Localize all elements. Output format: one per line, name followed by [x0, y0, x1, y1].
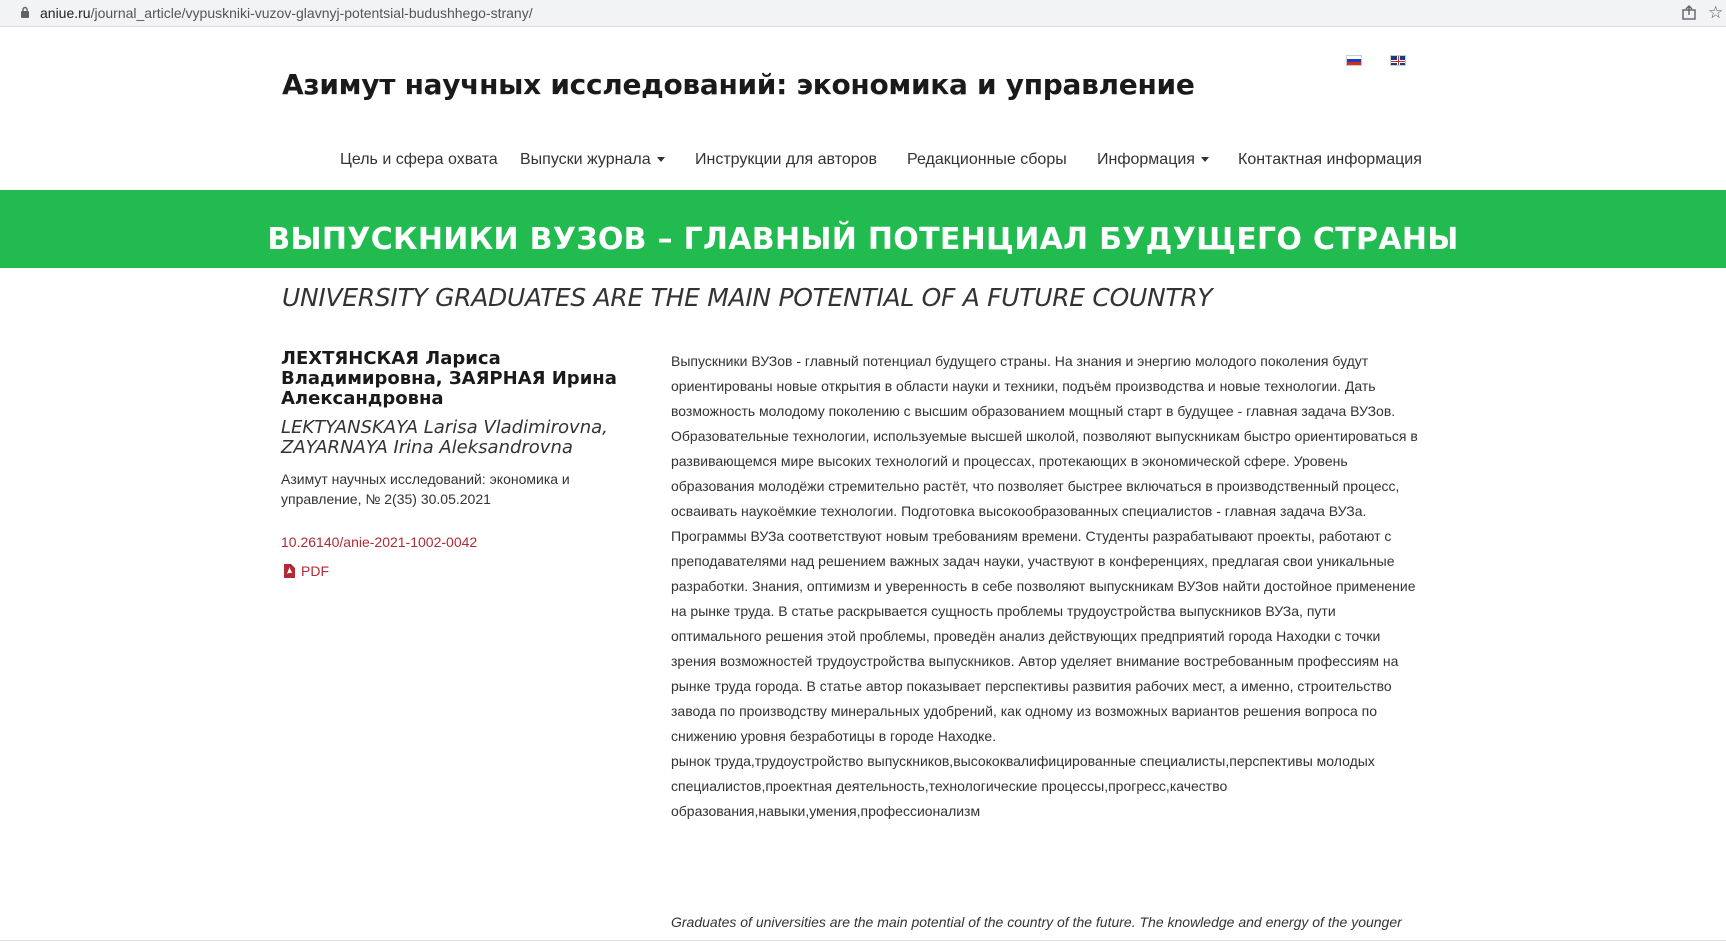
abstract-text-ru: Выпускники ВУЗов - главный потенциал будущего страны. На знания и энергию молодого поколения будут ориентированы новые открытия в области науки и техники, подъём производства и новые технологии. Дать возможность молодому поколению с высшим образованием мощный старт в будущее - главная задача ВУЗов. Образовательные технологии, используемые высшей школой, позволяют выпускникам быстро ориентироваться в развивающемся мире высоких технологий и процессах, протекающих в экономической сфере. Уровень образования молодёжи стремительно растёт, что позволяет быстрее включаться в производственный процесс, осваивать наукоёмкие технологии. Подготовка высокообразованных специалистов - главная задача ВУЗа. Программы ВУЗа соответствуют новым требованиям времени. Студенты разрабатывают проекты, работают с преподавателями над решением важных задач науки, участвуют в конференциях, предлагая свои уникальные разработки. Знания, оптимизм и уверенность в себе позволяют выпускникам ВУЗов найти достойное применение на рынке труда. В статье раскрывается сущность проблемы трудоустройства выпускников ВУЗа, пути оптимального решения этой проблемы, проведён анализ действующих предприятий города Находки с точки зрения возможностей трудоустройства выпускников. Автор уделяет внимание востребованным профессиям на рынке труда города. В статье автор показывает перспективы развития рабочих мест, а именно, строительство завода по производству минеральных удобрений, как одному из возможных вариантов решения вопроса по снижению уровня безработицы в городе Находке. [671, 353, 1418, 744]
pdf-file-icon [284, 564, 295, 578]
nav-item-label: Редакционные сборы [907, 151, 1067, 168]
abstract-text-en: Graduates of universities are the main potential of the country of the future. The knowledge and energy of the younger [671, 914, 1402, 930]
bookmark-star-icon[interactable]: ☆ [1708, 3, 1724, 22]
article-title-en: UNIVERSITY GRADUATES ARE THE MAIN POTENTIAL OF A FUTURE COUNTRY [282, 283, 1213, 312]
en-flag-icon[interactable] [1390, 55, 1406, 66]
nav-item-editorial-fees[interactable] [907, 151, 1067, 169]
nav-item-label: Цель и сфера охвата [340, 151, 498, 168]
nav-item-label: Выпуски журнала [520, 151, 651, 168]
pdf-link[interactable] [284, 563, 329, 579]
nav-item-label: Инструкции для авторов [695, 151, 878, 168]
nav-item-label: Информация [1097, 151, 1195, 168]
share-icon[interactable] [1680, 4, 1698, 22]
nav-item-aims-scope[interactable] [340, 151, 498, 169]
nav-item-contacts[interactable] [1238, 151, 1422, 169]
nav-item-information[interactable] [1097, 151, 1209, 169]
nav-item-label: Контактная информация [1238, 151, 1422, 168]
keywords-ru: рынок труда,трудоустройство выпускников,высококвалифицированные специалисты,перспективы молодых специалистов,проектная деятельность,технологические процессы,прогресс,качество образования,навыки,умения,профессионализм [671, 753, 1375, 819]
url-host: aniue.ru [40, 5, 91, 21]
authors-ru: ЛЕХТЯНСКАЯ Лариса Владимировна, ЗАЯРНАЯ Ирина Александровна [281, 348, 617, 409]
lock-icon [20, 6, 30, 18]
nav-item-issues[interactable] [520, 151, 665, 169]
url-text[interactable] [40, 5, 533, 21]
pdf-label: PDF [301, 563, 329, 579]
site-title[interactable]: Азимут научных исследований: экономика и управление [282, 68, 1195, 101]
article-title-ru: ВЫПУСКНИКИ ВУЗОВ – ГЛАВНЫЙ ПОТЕНЦИАЛ БУДУЩЕГО СТРАНЫ [267, 222, 1459, 257]
caret-down-icon [657, 157, 665, 162]
ru-flag-icon[interactable] [1346, 55, 1362, 66]
journal-reference: Азимут научных исследований: экономика и управление, № 2(35) 30.05.2021 [281, 471, 570, 507]
abstract-section [671, 349, 1426, 824]
nav-item-author-instructions[interactable] [695, 151, 877, 169]
caret-down-icon [1201, 157, 1209, 162]
flag-cross-v-red [1398, 56, 1400, 66]
divider [0, 940, 1726, 941]
browser-address-bar[interactable] [0, 0, 1726, 27]
url-path: /journal_article/vypuskniki-vuzov-glavnyj-potentsial-budushhego-strany/ [90, 5, 533, 21]
authors-en: LEKTYANSKAYA Larisa Vladimirovna, ZAYARNAYA Irina Aleksandrovna [281, 417, 608, 458]
doi-link[interactable]: 10.26140/anie-2021-1002-0042 [281, 534, 478, 550]
